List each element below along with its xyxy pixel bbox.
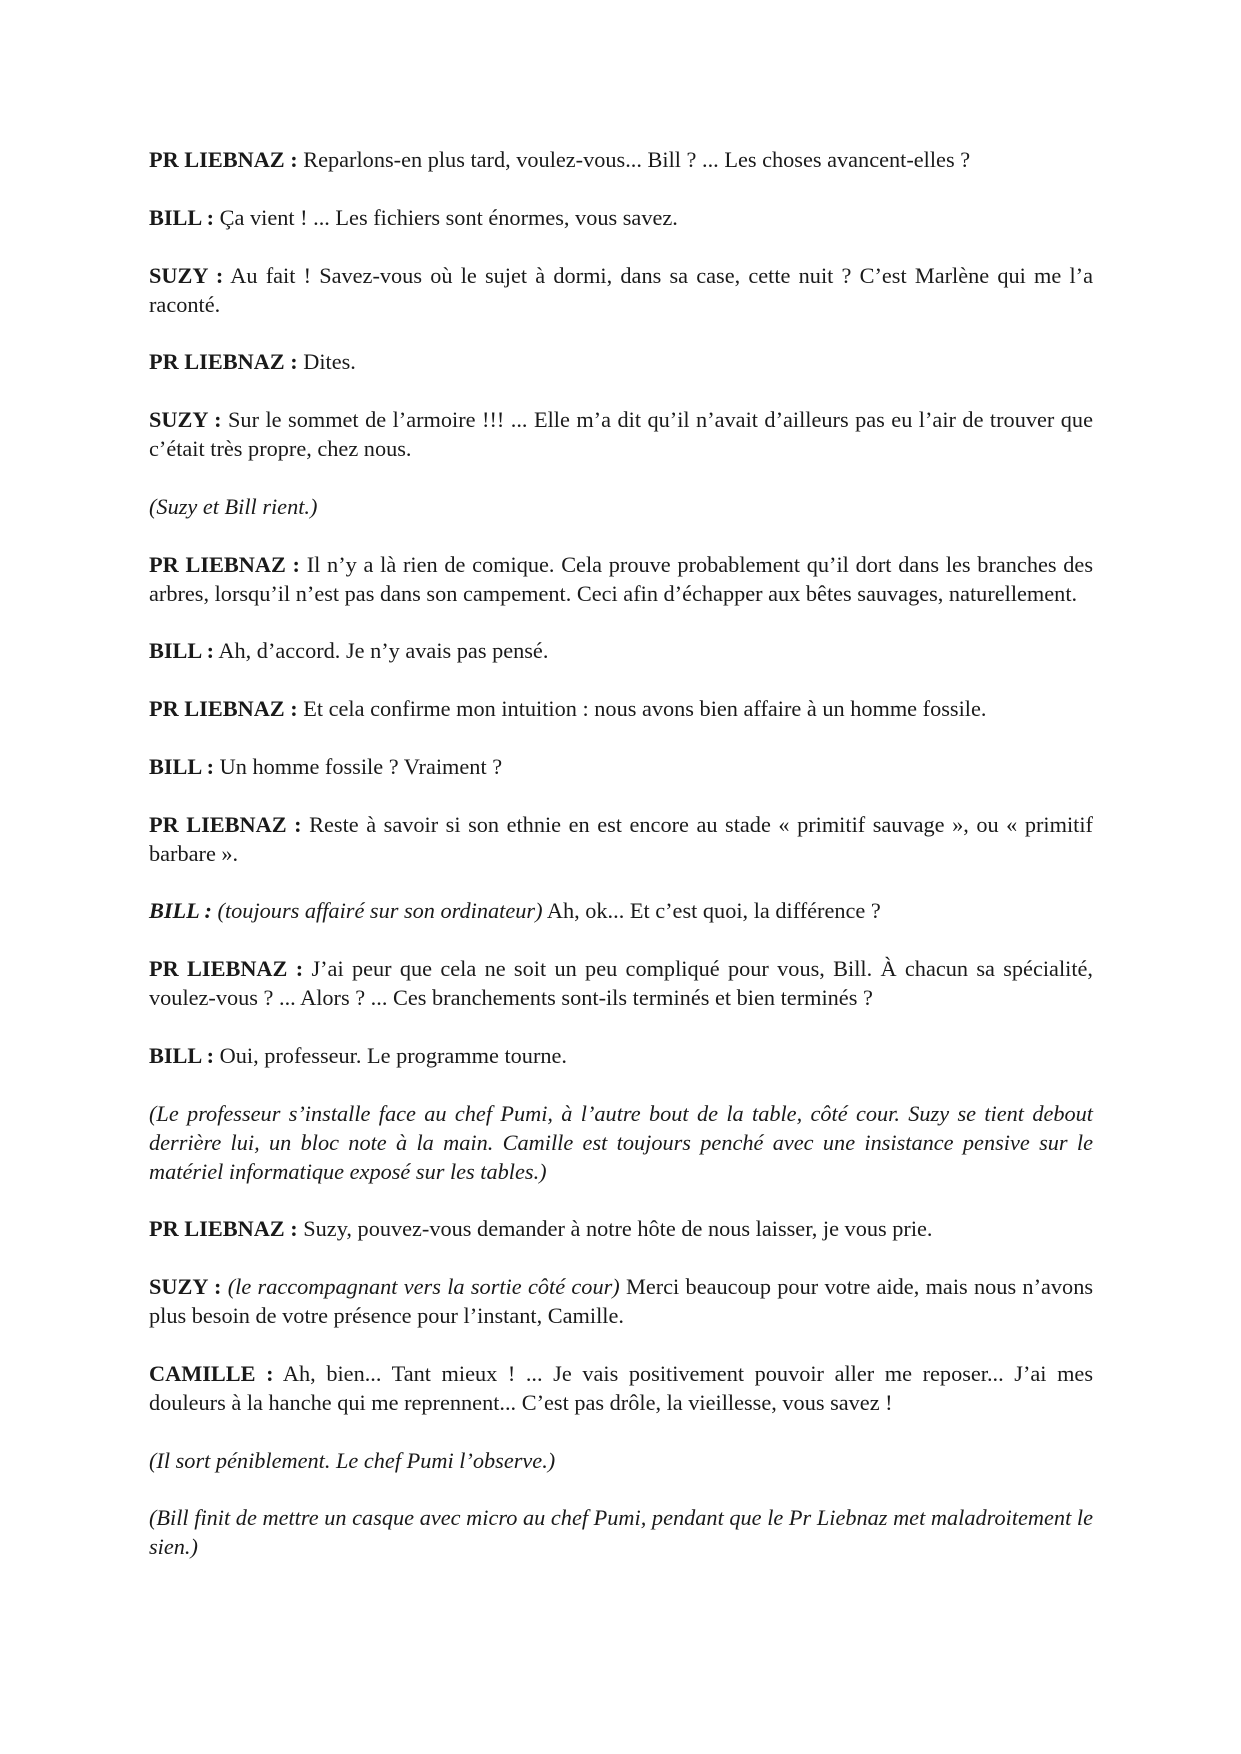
stage-direction: (Suzy et Bill rient.) [149,493,318,519]
dialogue-line [149,551,1093,609]
speaker-name: PR LIEBNAZ : [149,551,300,577]
stage-direction: (Bill finit de mettre un casque avec micro au chef Pumi, pendant que le Pr Liebnaz met maladroitement le sien.) [149,1505,1093,1560]
dialogue-text: Merci beaucoup pour votre aide, mais nous n’avons plus besoin de votre présence pour l’instant, Camille. [149,1274,1094,1328]
dialogue-line [149,955,1093,1013]
dialogue-text: Oui, professeur. Le programme tourne. [214,1042,567,1068]
dialogue-text: Ah, ok... Et c’est quoi, la différence ? [542,898,881,924]
speaker-name: SUZY : [149,262,224,288]
dialogue-text: Ça vient ! ... Les fichiers sont énormes, vous savez. [214,204,678,230]
speaker-name: PR LIEBNAZ : [149,349,298,375]
dialogue-text: Suzy, pouvez-vous demander à notre hôte de nous laisser, je vous prie. [297,1216,933,1242]
speaker-name: BILL : [149,1042,215,1068]
dialogue-line [149,637,1093,666]
speaker-name: PR LIEBNAZ : [149,956,304,982]
speaker-name: SUZY : [149,1274,222,1300]
inline-stage-direction: (le raccompagnant vers la sortie côté cour) [221,1274,620,1300]
speaker-name: SUZY : [149,407,222,433]
speaker-name: PR LIEBNAZ : [149,147,298,172]
dialogue-line [149,204,1093,233]
speaker-name: BILL : [149,638,215,664]
dialogue-line [149,1042,1093,1071]
stage-direction: (Il sort péniblement. Le chef Pumi l’observe.) [149,1447,556,1473]
speaker-name: BILL : [149,898,212,924]
dialogue-line [149,146,1093,175]
dialogue-text: Et cela confirme mon intuition : nous avons bien affaire à un homme fossile. [297,696,987,722]
dialogue-text: Dites. [297,349,356,375]
speaker-name: PR LIEBNAZ : [149,696,298,722]
dialogue-text: Reparlons-en plus tard, voulez-vous... Bill ? ... Les choses avancent-elles ? [297,147,971,172]
dialogue-line [149,811,1093,869]
stage-direction: (Le professeur s’installe face au chef Pumi, à l’autre bout de la table, côté cour. Suzy se tient debout derrière lui, un bloc note à la main. Camille est toujours penché avec une insistance pensive sur le matériel informatique exposé sur les tables.) [149,1100,1093,1184]
dialogue-line [149,406,1093,464]
speaker-name: PR LIEBNAZ : [149,1216,298,1242]
dialogue-text: Ah, bien... Tant mieux ! ... Je vais positivement pouvoir aller me reposer... J’ai mes douleurs à la hanche qui me reprennent... C’est pas drôle, la vieillesse, vous savez ! [149,1360,1093,1415]
dialogue-text: Au fait ! Savez-vous où le sujet à dormi, dans sa case, cette nuit ? C’est Marlène qui me l’a raconté. [149,262,1093,317]
dialogue-line [149,1273,1093,1331]
inline-stage-direction: (toujours affairé sur son ordinateur) [211,898,543,924]
script-page [149,146,1093,1591]
dialogue-line [149,1360,1093,1418]
dialogue-text: J’ai peur que cela ne soit un peu compliqué pour vous, Bill. À chacun sa spécialité, voulez-vous ? ... Alors ? ... Ces branchements sont-ils terminés et bien terminés ? [149,956,1093,1011]
dialogue-text: Ah, d’accord. Je n’y avais pas pensé. [214,638,549,664]
dialogue-line [149,1215,1093,1244]
dialogue-line [149,262,1093,320]
speaker-name: BILL : [149,753,215,779]
dialogue-line [149,695,1093,724]
speaker-name: CAMILLE : [149,1360,274,1386]
dialogue-line [149,897,1093,926]
dialogue-line [149,753,1093,782]
dialogue-text: Reste à savoir si son ethnie en est encore au stade « primitif sauvage », ou « primitif barbare ». [149,811,1093,866]
speaker-name: PR LIEBNAZ : [149,811,302,837]
dialogue-line [149,348,1093,377]
dialogue-text: Il n’y a là rien de comique. Cela prouve probablement qu’il dort dans les branches des arbres, lorsqu’il n’est pas dans son campement. Ceci afin d’échapper aux bêtes sauvages, naturellement. [149,551,1093,606]
dialogue-text: Sur le sommet de l’armoire !!! ... Elle m’a dit qu’il n’avait d’ailleurs pas eu l’air de trouver que c’était très propre, chez nous. [149,407,1093,461]
dialogue-text: Un homme fossile ? Vraiment ? [214,753,503,779]
speaker-name: BILL : [149,204,215,230]
